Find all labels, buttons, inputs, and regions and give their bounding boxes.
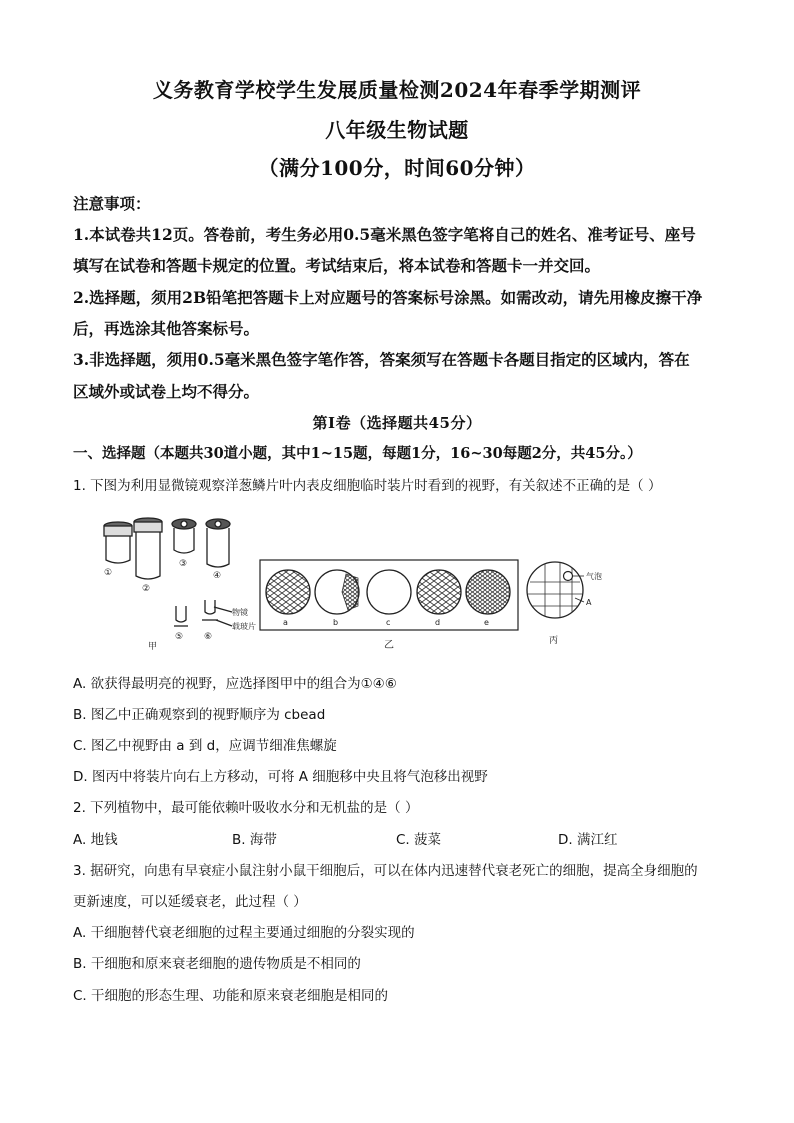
exam-duration: （满分100分，时间60分钟） — [258, 156, 536, 180]
label-4: ④ — [213, 571, 222, 581]
question-2-option-d: D. 满江红 — [558, 832, 618, 848]
exam-title: 义务教育学校学生发展质量检测2024年春季学期测评 — [152, 78, 642, 102]
figure-bing-view — [527, 562, 583, 618]
microscope-figure — [90, 512, 730, 652]
question-1-option-a: A. 欲获得最明亮的视野，应选择图甲中的组合为①④⑥ — [73, 676, 397, 692]
question-3-option-c: C. 干细胞的形态生理、功能和原来衰老细胞是相同的 — [73, 988, 389, 1004]
notice-line: 1.本试卷共12页。答卷前，考生务必用0.5毫米黑色签字笔将自己的姓名、准考证号、座号 — [73, 225, 696, 244]
letter-e: e — [484, 618, 489, 627]
label-bing: 丙 — [549, 636, 559, 646]
notice-line: 填写在试卷和答题卡规定的位置。考试结束后，将本试卷和答题卡一并交回。 — [73, 256, 601, 275]
label-6: ⑥ — [204, 632, 213, 642]
view-a — [266, 570, 310, 614]
notice-line: 3.非选择题，须用0.5毫米黑色签字笔作答，答案须写在答题卡各题目指定的区域内，答在 — [73, 350, 690, 369]
question-1-stem: 1. 下图为利用显微镜观察洋葱鳞片叶内表皮细胞临时装片时看到的视野，有关叙述不正确的是（ ） — [73, 478, 662, 494]
label-5: ⑤ — [175, 632, 184, 642]
section-heading: 一、选择题（本题共30道小题，其中1~15题，每题1分，16~30每题2分，共45分。） — [73, 445, 642, 462]
exam-subject: 八年级生物试题 — [325, 118, 469, 142]
question-3-option-b: B. 干细胞和原来衰老细胞的遗传物质是不相同的 — [73, 956, 361, 972]
bubble — [564, 572, 573, 581]
label-bubble: 气泡 — [586, 572, 602, 581]
part-title: 第Ⅰ卷（选择题共45分） — [312, 414, 482, 432]
notice-line: 后，再选涂其他答案标号。 — [73, 319, 260, 338]
question-3-stem-line1: 3. 据研究，向患有早衰症小鼠注射小鼠干细胞后，可以在体内迅速替代衰老死亡的细胞，提高全身细胞的 — [73, 863, 698, 879]
letter-d: d — [435, 618, 441, 627]
question-2-option-c: C. 菠菜 — [396, 832, 442, 848]
label-3: ③ — [179, 559, 188, 569]
letter-a: a — [283, 618, 288, 627]
label-2: ② — [142, 584, 151, 594]
question-2-option-a: A. 地钱 — [73, 832, 118, 848]
label-objective: 物镜 — [232, 608, 248, 617]
question-1-option-b: B. 图乙中正确观察到的视野顺序为 cbead — [73, 707, 326, 723]
view-e — [466, 570, 510, 614]
question-1-option-d: D. 图丙中将装片向右上方移动，可将 A 细胞移中央且将气泡移出视野 — [73, 769, 488, 785]
question-2-option-b: B. 海带 — [232, 832, 277, 848]
letter-c: c — [386, 618, 391, 627]
letter-b: b — [333, 618, 339, 627]
label-A: A — [586, 598, 592, 607]
label-1: ① — [104, 568, 113, 578]
question-3-stem-line2: 更新速度，可以延缓衰老，此过程（ ） — [73, 894, 307, 910]
label-jia: 甲 — [148, 642, 158, 652]
view-c — [367, 570, 411, 614]
notice-line: 2.选择题，须用2B铅笔把答题卡上对应题号的答案标号涂黑。如需改动，请先用橡皮擦干净 — [73, 288, 703, 307]
notice-line: 区域外或试卷上均不得分。 — [73, 382, 260, 401]
view-d — [417, 570, 461, 614]
question-2-stem: 2. 下列植物中，最可能依赖叶吸收水分和无机盐的是（ ） — [73, 800, 419, 816]
notice-heading: 注意事项： — [73, 194, 151, 213]
label-yi: 乙 — [384, 640, 394, 651]
label-slide: 载玻片 — [232, 622, 256, 631]
question-3-option-a: A. 干细胞替代衰老细胞的过程主要通过细胞的分裂实现的 — [73, 925, 415, 941]
question-1-option-c: C. 图乙中视野由 a 到 d，应调节细准焦螺旋 — [73, 738, 337, 754]
